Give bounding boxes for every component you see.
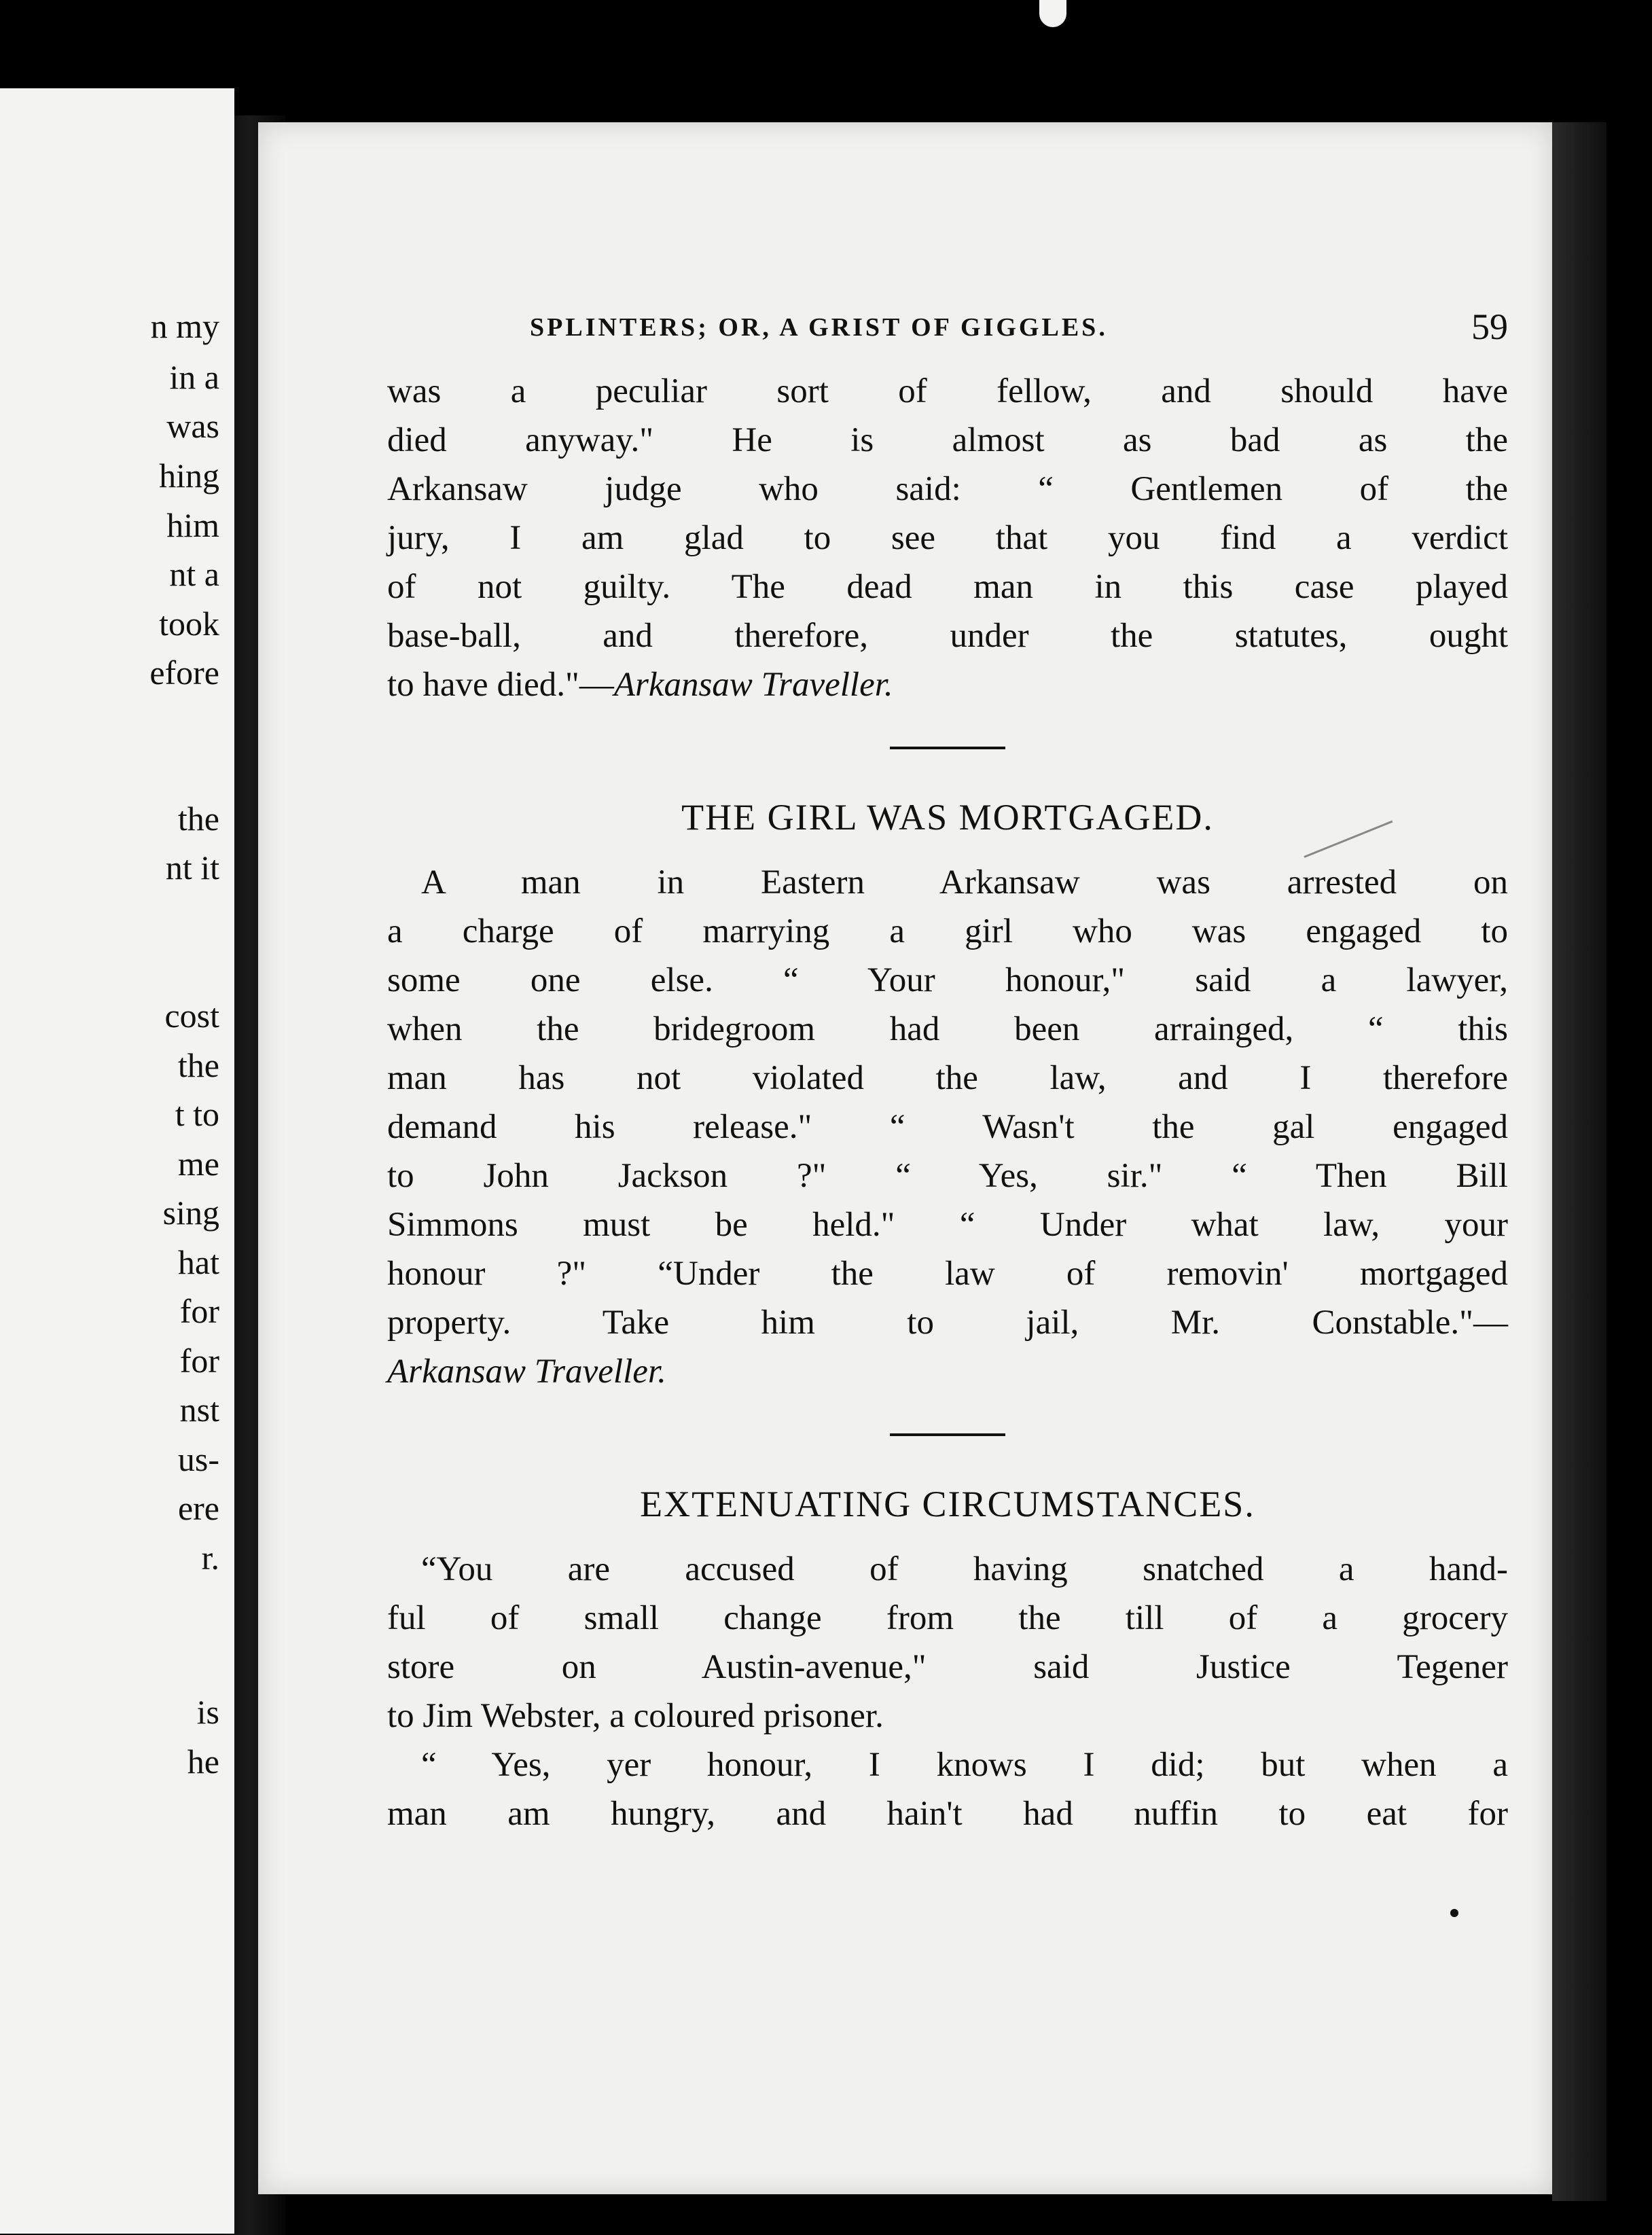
left-page-fragment [0,88,234,2234]
text-line: man am hungry, and hain't had nuffin to eat for [387,1795,1508,1833]
text-line: when the bridegroom had been arrainged, “ this [387,1010,1508,1048]
text-line: a charge of marrying a girl who was engaged to [387,912,1508,950]
left-page-text-fragment: he [187,1742,219,1781]
text-line: some one else. “ Your honour," said a lawyer, [387,961,1508,999]
text-line: property. Take him to jail, Mr. Constable."— [387,1304,1508,1342]
text-line-tail: to have died."— [387,666,614,704]
text-line: to John Jackson ?" “ Yes, sir." “ Then Bill [387,1157,1508,1195]
left-page-text-fragment: me [177,1145,219,1183]
section-divider [890,747,1005,749]
left-page-text-fragment: in a [169,358,219,396]
text-line: store on Austin-avenue," said Justice Tegener [387,1648,1508,1686]
text-line: died anyway." He is almost as bad as the [387,421,1508,459]
text-line: of not guilty. The dead man in this case played [387,568,1508,606]
page-number: 59 [1471,306,1508,347]
left-page-text-fragment: sing [162,1194,219,1232]
left-page-text-fragment: took [159,605,219,643]
left-page-text-fragment: t to [175,1095,219,1133]
text-line: man has not violated the law, and I therefore [387,1059,1508,1097]
section-continuation [387,367,1508,709]
text-line: jury, I am glad to see that you find a verdict [387,519,1508,557]
left-page-text-fragment: is [196,1693,219,1731]
text-line: “You are accused of having snatched a hand- [421,1550,1508,1588]
page-notch [1039,0,1066,27]
left-page-text-fragment: ere [177,1489,219,1527]
left-page-text-fragment: hing [159,457,219,495]
left-page-text-fragment: the [177,800,219,838]
left-page-text-fragment: cost [164,997,219,1035]
section-extenuating [387,1477,1508,1838]
left-page-text-fragment: him [166,506,219,544]
ink-speck [1450,1909,1458,1917]
attribution: Arkansaw Traveller. [387,1353,666,1391]
text-line: ful of small change from the till of a grocery [387,1599,1508,1637]
page-edge [1552,122,1606,2201]
left-page-text-fragment: nt a [169,555,219,593]
text-line: “ Yes, yer honour, I knows I did; but when a [421,1746,1508,1784]
left-page-text-fragment: n my [150,307,219,345]
section-heading: THE GIRL WAS MORTGAGED. [681,797,1214,838]
text-line: demand his release." “ Wasn't the gal engaged [387,1108,1508,1146]
running-head [387,306,1508,360]
left-page-text-fragment: efore [149,654,219,692]
left-page-text-fragment: for [179,1292,219,1330]
section-heading: EXTENUATING CIRCUMSTANCES. [640,1484,1255,1524]
left-page-text-fragment: for [179,1342,219,1380]
left-page-text-fragment: was [166,407,219,445]
page-text [387,306,1508,1838]
left-page-text-fragment: hat [177,1243,219,1281]
right-page [258,122,1552,2194]
text-line: was a peculiar sort of fellow, and should have [387,372,1508,410]
running-head-title: SPLINTERS; OR, A GRIST OF GIGGLES. [530,313,1108,342]
text-line: Arkansaw judge who said: “ Gentlemen of the [387,470,1508,508]
left-page-text-fragment: nt it [165,848,219,887]
text-line: base-ball, and therefore, under the statutes, ought [387,617,1508,655]
text-line: A man in Eastern Arkansaw was arrested on [421,863,1508,901]
left-page-text-fragment: r. [201,1539,219,1577]
section-girl-mortgaged [387,790,1508,1396]
text-line: Simmons must be held." “ Under what law, your [387,1206,1508,1244]
text-line-last [387,660,1508,709]
section-divider [890,1433,1005,1436]
left-page-text-fragment: nst [179,1391,219,1429]
text-line: to Jim Webster, a coloured prisoner. [387,1697,884,1735]
text-line: honour ?" “Under the law of removin' mortgaged [387,1255,1508,1293]
attribution: Arkansaw Traveller. [613,666,893,704]
left-page-text-fragment: us- [177,1440,219,1478]
left-page-text-fragment: the [177,1046,219,1084]
attribution-line [387,1347,1508,1396]
